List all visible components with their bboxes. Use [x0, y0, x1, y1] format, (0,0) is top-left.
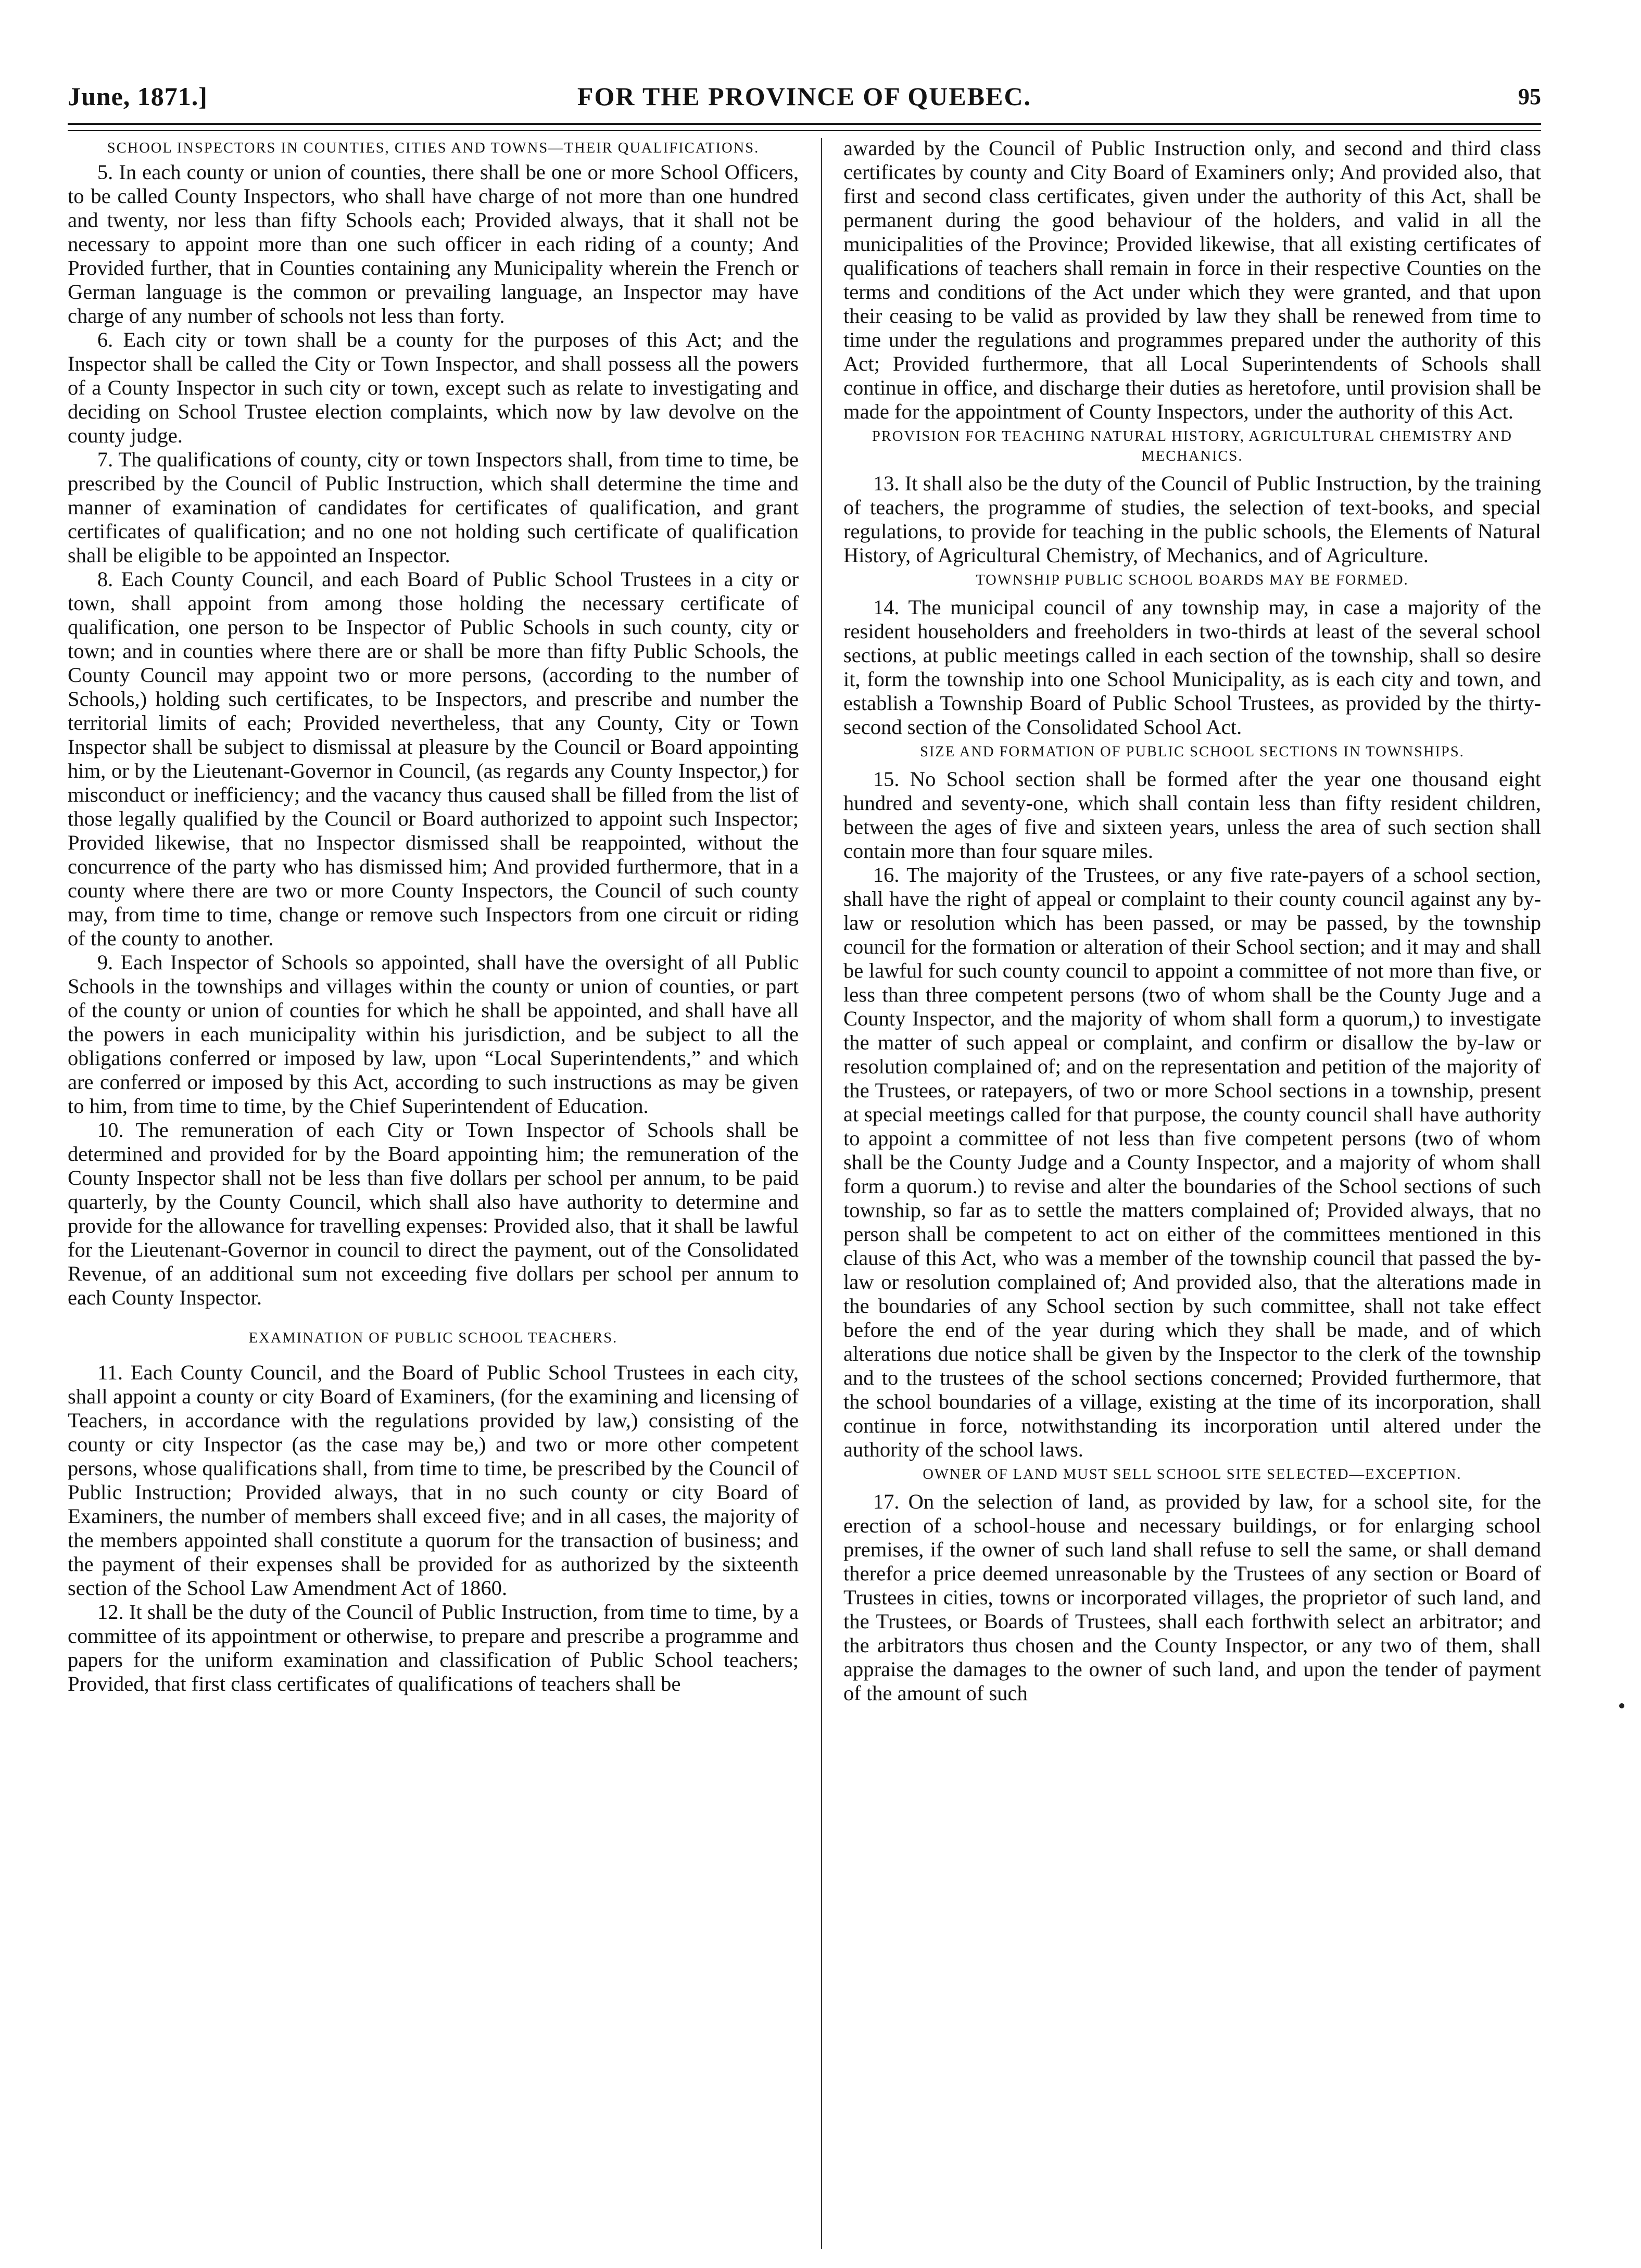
section-heading-natural-history: PROVISION FOR TEACHING NATURAL HISTORY, AGRICULTURAL CHEMISTRY AND MECHANICS. [872, 428, 1512, 464]
column-divider [821, 138, 822, 2249]
margin-mark [1619, 1703, 1624, 1708]
running-head [68, 72, 1541, 119]
section-13: 13. It shall also be the duty of the Council of Public Instruction, by the training of teachers, the programme of studies, the selection of text-books, and special regulations, to provide for teaching in the public schools, the Elements of Natural History, of Agricultural Chemistry, of Mechanics, and of Agriculture. [843, 472, 1541, 567]
section-7: 7. The qualifications of county, city or town Inspectors shall, from time to time, be prescribed by the Council of Public Instruction, which shall determine the time and manner of examination of candidates for certificates of qualification, and grant certificates of qualification; and no one not holding such certificate of qualification shall be eligible to be appointed an Inspector. [68, 448, 799, 567]
section-heading-school-site: OWNER OF LAND MUST SELL SCHOOL SITE SELECTED—EXCEPTION. [923, 1466, 1462, 1483]
header-rule-thick [68, 123, 1541, 125]
page-title: FOR THE PROVINCE OF QUEBEC. [577, 82, 1032, 111]
section-12: 12. It shall be the duty of the Council of Public Instruction, from time to time, by a committee of its appointment or otherwise, to prepare and prescribe a programme and papers for the uniform examination and classification of Public School teachers; Provided, that first class certificates of qualifications of teachers shall be [68, 1600, 799, 1695]
right-column [843, 136, 1541, 2250]
section-heading-inspectors: SCHOOL INSPECTORS IN COUNTIES, CITIES AND TOWNS—THEIR QUALIFICATIONS. [107, 140, 760, 156]
section-6: 6. Each city or town shall be a county for the purposes of this Act; and the Inspector shall be called the City or Town Inspector, and shall possess all the powers of a County Inspector in such city or town, except such as relate to investigating and deciding on School Trustee election complaints, which now by law devolve on the county judge. [68, 328, 799, 447]
section-8: 8. Each County Council, and each Board of Public School Trustees in a city or town, shall appoint from among those holding the necessary certificate of qualification, one person to be Inspector of Public Schools in such county, city or town; and in counties where there are or shall be more than fifty Public Schools, the County Council may appoint two or more persons, (according to the number of Schools,) holding such certificates, to be Inspectors, and prescribe and number the territorial limits of each; Provided nevertheless, that any County, City or Town Inspector shall be subject to dismissal at pleasure by the Council or Board appointing him, or by the Lieutenant-Governor in Council, (as regards any County Inspector,) for misconduct or inefficiency; and the vacancy thus caused shall be filled from the list of those legally qualified by the Council or Board authorized to appoint such Inspector; Provided likewise, that no Inspector dismissed shall be reappointed, without the concurrence of the party who has dismissed him; And provided furthermore, that in a county where there are two or more County Inspectors, the Council of such county may, from time to time, change or remove such Inspectors from one circuit or riding of the county to another. [68, 567, 799, 950]
section-10: 10. The remuneration of each City or Town Inspector of Schools shall be determined and provided for by the Board appointing him; the remuneration of the County Inspector shall not be less than five dollars per school per annum, to be paid quarterly, by the County Council, which shall also have authority to determine and provide for the allowance for travelling expenses: Provided also, that it shall be lawful for the Lieutenant-Governor in council to direct the payment, out of the Consolidated Revenue, of an additional sum not exceeding five dollars per school per annum to each County Inspector. [68, 1118, 799, 1309]
header-rule-thin [68, 130, 1541, 131]
section-16: 16. The majority of the Trustees, or any five rate-payers of a school section, shall have the right of appeal or complaint to their county council against any by-law or resolution which has been passed, or may be passed, by the township council for the formation or alteration of their School section; and it may and shall be lawful for such county council to appoint a committee of not more than five, or less than three competent persons (two of whom shall be the County Juge and a County Inspector, and the majority of whom shall form a quorum,) to investigate the matter of such appeal or complaint, and confirm or disallow the by-law or resolution complained of; and on the representation and petition of the majority of the Trustees, or ratepayers, of two or more School sections in a township, present at special meetings called for that purpose, the county council shall have authority to appoint a committee of not less than five competent persons (two of whom shall be the County Judge and a County Inspector, and a majority of whom shall form a quorum.) to revise and alter the boundaries of the School sections of such township, so far as to settle the matters complained of; Provided always, that no person shall be competent to act on either of the committees mentioned in this clause of this Act, who was a member of the township council that passed the by-law or resolution complained of; And provided also, that the alterations made in the boundaries of any School section by such committee, shall not take effect before the end of the year during which they shall be made, and of which alterations due notice shall be given by the Inspector to the clerk of the township and to the trustees of the school sections concerned; Provided furthermore, that the school boundaries of a village, existing at the time of its incorporation, shall continue in force, notwithstanding its incorporation until altered under the authority of the school laws. [843, 863, 1541, 1461]
issue-date: June, 1871.] [68, 82, 208, 111]
page-number: 95 [1518, 84, 1541, 109]
left-column [68, 136, 799, 2250]
section-5: 5. In each county or union of counties, there shall be one or more School Officers, to be called County Inspectors, who shall have charge of not more than one hundred and twenty, nor less than fifty Schools each; Provided always, that it shall not be necessary to appoint more than one such officer in each riding of a county; And Provided further, that in Counties containing any Municipality wherein the French or German language is the common or prevailing language, an Inspector may have charge of any number of schools not less than forty. [68, 160, 799, 327]
section-heading-township-boards: TOWNSHIP PUBLIC SCHOOL BOARDS MAY BE FORMED. [976, 572, 1409, 588]
section-15: 15. No School section shall be formed after the year one thousand eight hundred and seventy-one, which shall contain less than fifty resident children, between the ages of five and sixteen years, unless the area of such section shall contain more than four square miles. [843, 767, 1541, 863]
section-14: 14. The municipal council of any township may, in case a majority of the resident householders and freeholders in two-thirds at least of the several school sections, at public meetings called in each section of the township, shall so desire it, form the township into one School Municipality, as is each city and town, and establish a Township Board of Public School Trustees, as provided by the thirty-second section of the Consolidated School Act. [843, 595, 1541, 739]
section-17: 17. On the selection of land, as provided by law, for a school site, for the erection of a school-house and necessary buildings, or for enlarging school premises, if the owner of such land shall refuse to sell the same, or shall demand therefor a price deemed unreasonable by the Trustees of any section or Board of Trustees in cities, towns or incorporated villages, the proprietor of such land, and the Trustees, or Boards of Trustees, shall each forthwith select an arbitrator; and the arbitrators thus chosen and the County Inspector, or any two of them, shall appraise the damages to the owner of such land, and upon the tender of payment of the amount of such [843, 1490, 1541, 1705]
section-9: 9. Each Inspector of Schools so appointed, shall have the oversight of all Public Schools in the townships and villages within the county or union of counties, or part of the county or union of counties for which he shall be appointed, and shall have all the powers in each municipality within his jurisdiction, and be subject to all the obligations conferred or imposed by law, upon “Local Superintendents,” and which are conferred or imposed by this Act, according to such instructions as may be given to him, from time to time, by the Chief Superintendent of Education. [68, 951, 799, 1118]
section-heading-examination: EXAMINATION OF PUBLIC SCHOOL TEACHERS. [248, 1330, 618, 1346]
section-12-continued: awarded by the Council of Public Instruction only, and second and third class certificates by county and City Board of Examiners only; And provided also, that first and second class certificates, given under the authority of this Act, shall be permanent during the good behaviour of the holders, and valid in all the municipalities of the Province; Provided likewise, that all existing certificates of qualifications of teachers shall remain in force in their respective Counties on the terms and conditions of the Act under which they were granted, and that upon their ceasing to be valid as provided by law they shall be renewed from time to time under the regulations and programmes prepared under the authority of this Act; Provided furthermore, that all Local Superintendents of Schools shall continue in office, and discharge their duties as heretofore, until provision shall be made for the appointment of County Inspectors, under the authority of this Act. [843, 136, 1541, 423]
section-heading-school-sections: SIZE AND FORMATION OF PUBLIC SCHOOL SECTIONS IN TOWNSHIPS. [920, 744, 1465, 760]
section-11: 11. Each County Council, and the Board of Public School Trustees in each city, shall appoint a county or city Board of Examiners, (for the examining and licensing of Teachers, in accordance with the regulations provided by law,) consisting of the county or city Inspector (as the case may be,) and two or more other competent persons, whose qualifications shall, from time to time, be prescribed by the Council of Public Instruction; Provided always, that in no such county or city Board of Examiners, the number of members shall exceed five; and in all cases, the majority of the members appointed shall constitute a quorum for the transaction of business; and the payment of their expenses shall be provided for as authorized by the sixteenth section of the School Law Amendment Act of 1860. [68, 1361, 799, 1600]
